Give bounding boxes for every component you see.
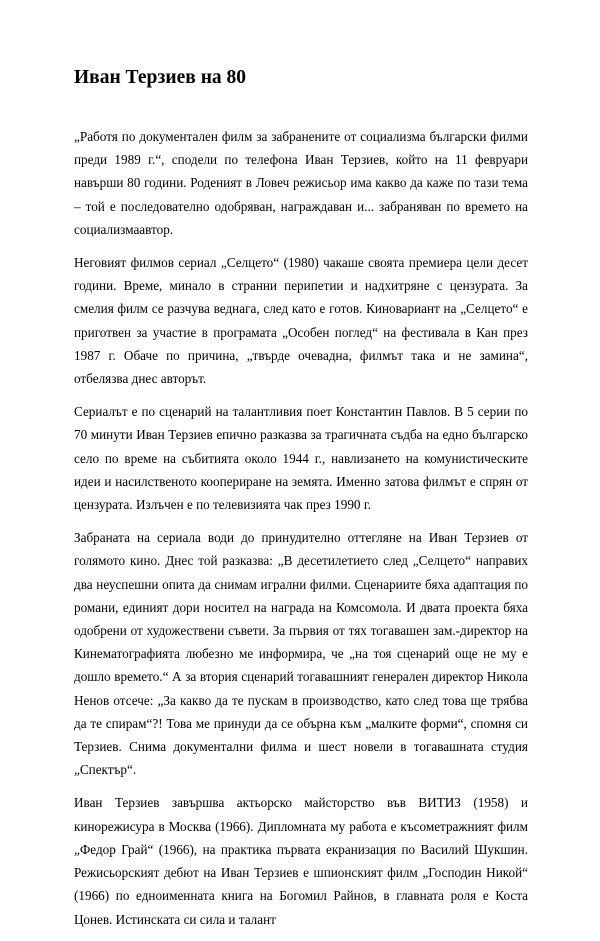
paragraph-screenplay: Сериалът е по сценарий на талантливия поет Константин Павлов. В 5 серии по 70 минути Иван Терзиев епично разказва за трагичната съдба на едно българско село по време на събитията около 1944 г., навлизането на комунистическите идеи и насилственото коопериране на земята. Именно затова филмът е спрян от цензурата. Излъчен е по телевизията чак през 1990 г.	[74, 404, 528, 513]
paragraph-intro: „Работя по документален филм за забранените от социализма български филми преди 1989 г.“, сподели по телефона Иван Терзиев, който на 11 февруари навърши 80 години. Роденият в Ловеч режисьор има какво да каже по тази тема – той е последователно одобряван, награждаван и... забраняван по времето на социализмаавтор.	[74, 129, 528, 237]
paragraph-biography: Иван Терзиев завършва актьорско майсторство във ВИТИЗ (1958) и кинорежисура в Москва (1966). Дипломната му работа е късометражният филм „Федор Грай“ (1966), на практика първата екранизация по Василий Шукшин. Режисьорският дебют на Иван Терзиев е шпионският филм „Господин Никой“ (1966) по едноименната книга на Богомил Райнов, в главната роля е Коста Цонев. Истинската си сила и талант	[74, 795, 528, 927]
paragraph-series: Неговият филмов сериал „Селцето“ (1980) чакаше своята премиера цели десет години. Време, минало в странни перипетии и надхитряне с цензурата. За смелия филм се разчува веднага, след като е готов. Киновариант на „Селцето“ е приготвен за участие в програмата „Особен поглед“ на фестивала в Кан през 1987 г. Обаче по причина, „твърде очевадна, филмът така и не замина“, отбелязва днес авторът.	[74, 255, 528, 387]
paragraph-ban: Забраната на сериала води до принудително оттегляне на Иван Терзиев от голямото кино. Днес той разказва: „В десетилетието след „Селцето“ направих два неуспешни опита да снимам игрални филми. Сценариите бяха адаптация по романи, единият дори носител на награда на Комсомола. И двата проекта бяха одобрени от художествени съвети. За първия от тях тогавашен зам.-директор на Кинематографията любезно ме информира, че „на тоя сценарий още не му е дошло времето.“ А за втория сценарий тогавашният генерален директор Никола Ненов отсече: „За какво да те пускам в производство, като след това ще трябва да те спирам“?! Това ме принуди да се обърна към „малките форми“, спомня си Терзиев. Снима документални филма и шест новели в тогавашната студия „Спектър“.	[74, 530, 528, 778]
article-body	[74, 125, 528, 941]
article-title: Иван Терзиев на 80	[74, 67, 247, 88]
